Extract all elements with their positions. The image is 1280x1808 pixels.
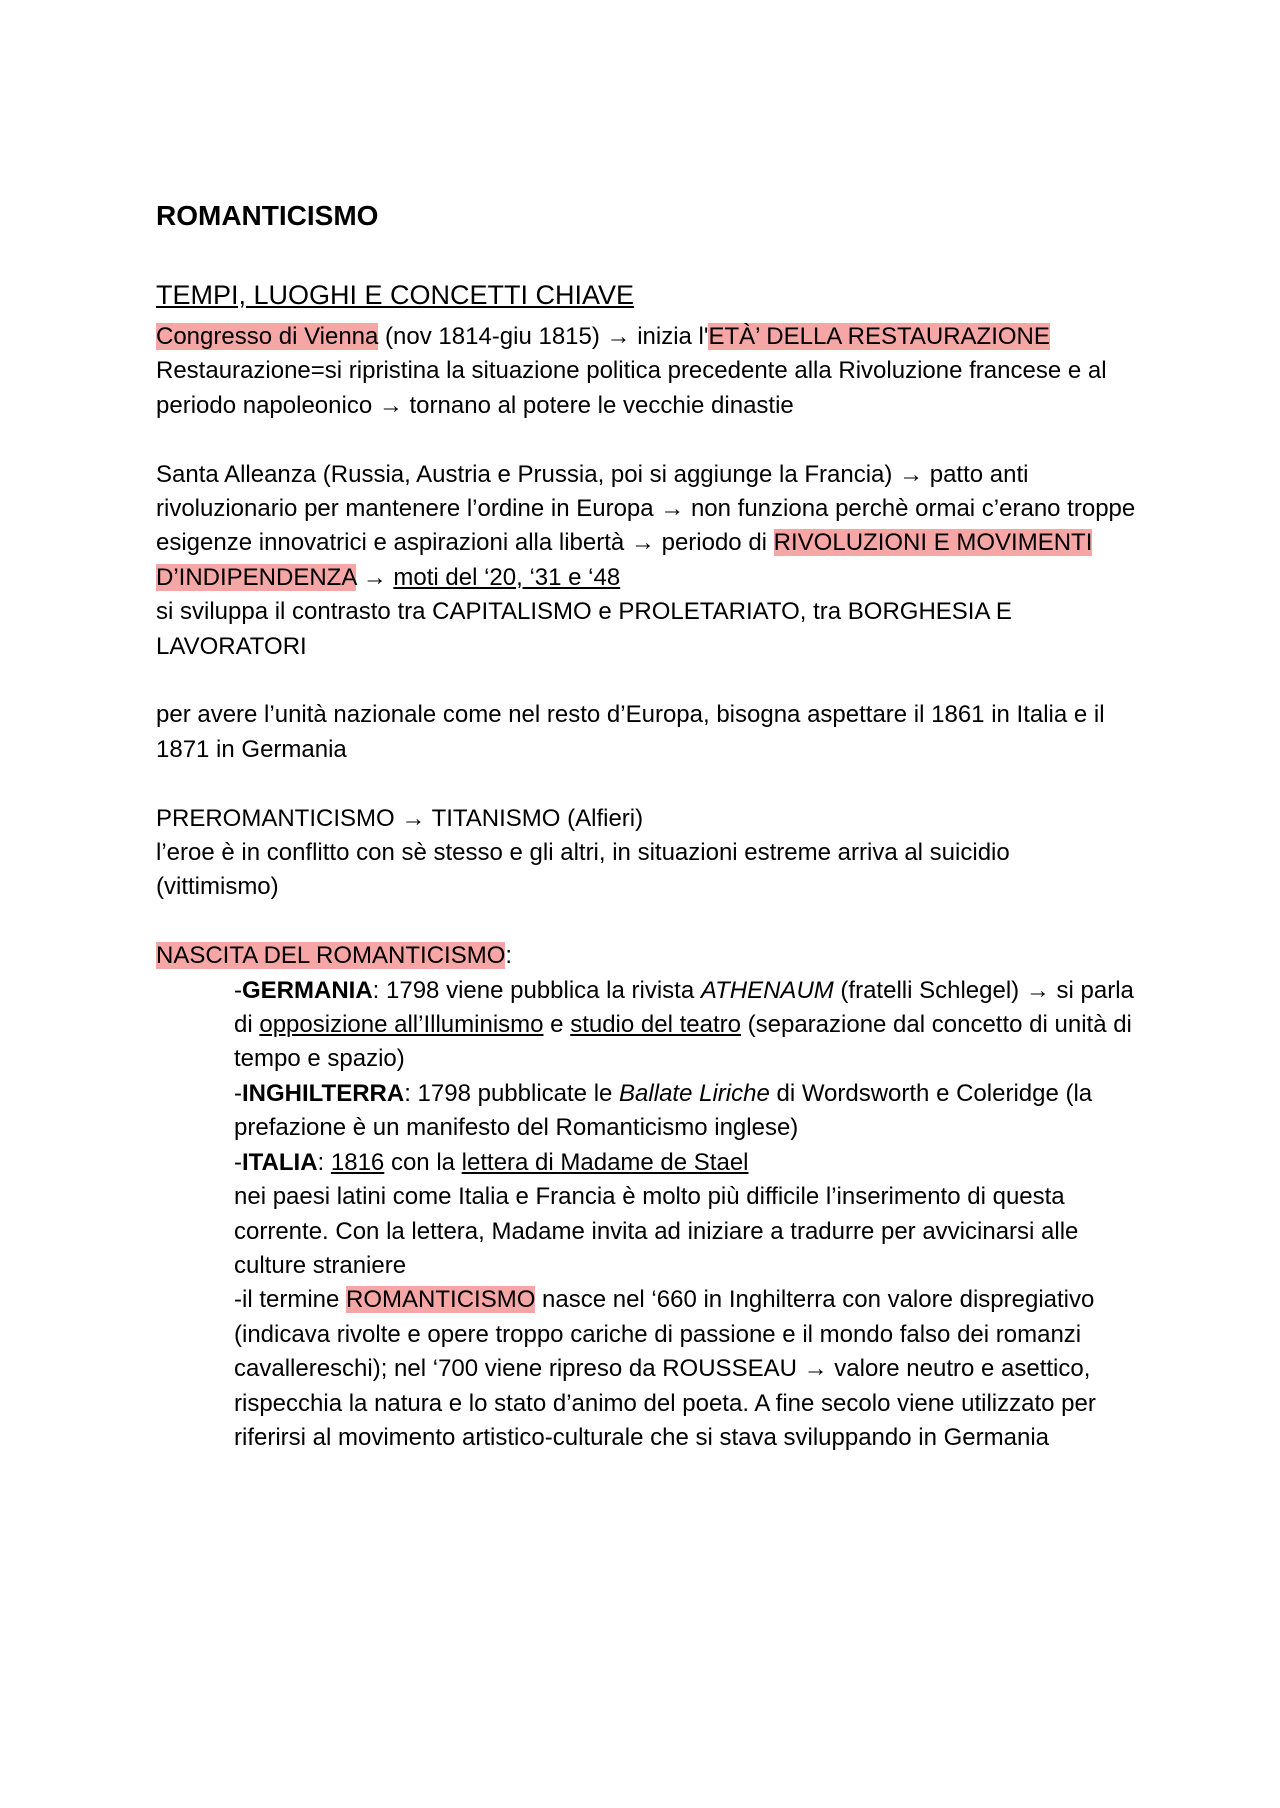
paragraph-preromanticismo: PREROMANTICISMO → TITANISMO (Alfieri) (156, 804, 644, 832)
italic-ballate: Ballate Liriche (619, 1079, 770, 1107)
highlight-romanticismo: ROMANTICISMO (346, 1286, 536, 1314)
text-e: e (543, 1011, 571, 1039)
underline-moti: moti del ‘20, ‘31 e ‘48 (393, 563, 621, 591)
spacer (156, 905, 1136, 939)
paragraph-paesi-latini: nei paesi latini come Italia e Francia è molto più difficile l’inserimento di questa corrente. Con la lettera, Madame invita ad iniziare a tradurre per avvicinarsi alle culture straniere (234, 1183, 1079, 1279)
text-termine-post: nasce nel ‘660 in Inghilterra con valore dispregiativo (indicava rivolte e opere troppo cariche di passione e il mondo falso dei romanzi cavallereschi); nel ‘700 viene ripreso da ROUSSEAU → valore neutro e asettico, rispecchia la natura e lo stato d’animo del poeta. A fine secolo viene utilizzato per riferirsi al movimento artistico-culturale che si stava sviluppando in Germania (234, 1286, 1096, 1451)
spacer (156, 423, 1136, 457)
item-termine (156, 1283, 1136, 1455)
document-title: ROMANTICISMO (156, 200, 379, 231)
text-arrow: → (356, 563, 394, 591)
text-inghilterra-1: : 1798 pubblicate le (404, 1079, 620, 1107)
underline-teatro: studio del teatro (570, 1011, 741, 1039)
dash: - (234, 1148, 242, 1176)
italic-athenaum: ATHENAUM (700, 976, 834, 1004)
section-heading: TEMPI, LUOGHI E CONCETTI CHIAVE (156, 280, 635, 310)
highlight-rivoluzioni: RIVOLUZIONI E MOVIMENTI D’INDIPENDENZA (156, 529, 1093, 591)
paragraph-congresso (156, 320, 1136, 354)
text-alleanza: Santa Alleanza (Russia, Austria e Prussia, poi si aggiunge la Francia) → patto anti rivoluzionario per mantenere l’ordine in Europa → non funziona perchè ormai c’erano troppe esigenze innovatrici e aspirazioni alla libertà → periodo di (156, 460, 1136, 557)
underline-1816: 1816 (330, 1148, 385, 1176)
text-termine-pre: -il termine (234, 1286, 347, 1314)
text-inghilterra-2: di Wordsworth e Coleridge (la prefazione è un manifesto del Romanticismo inglese) (234, 1079, 1093, 1142)
text-date: (nov 1814-giu 1815) → inizia l' (378, 323, 709, 350)
underline-opposizione: opposizione all’Illuminismo (259, 1011, 544, 1039)
document-content (156, 198, 1136, 1455)
paragraph-contrasto: si sviluppa il contrasto tra CAPITALISMO e PROLETARIATO, tra BORGHESIA E LAVORATORI (156, 598, 1012, 660)
spacer (156, 664, 1136, 698)
text-colon: : (317, 1148, 331, 1176)
item-italia (156, 1146, 1136, 1180)
label-germania: GERMANIA (242, 976, 373, 1004)
underline-lettera: lettera di Madame de Stael (461, 1148, 749, 1176)
text-germania-1: : 1798 viene pubblica la rivista (372, 976, 701, 1004)
paragraph-restaurazione: Restaurazione=si ripristina la situazione politica precedente alla Rivoluzione francese e al periodo napoleonico → tornano al potere le vecchie dinastie (156, 357, 1107, 419)
text-germania-2: (fratelli Schlegel) → si parla di (234, 976, 1134, 1039)
text-colon: : (505, 942, 513, 970)
highlight-congresso: Congresso di Vienna (156, 323, 379, 350)
paragraph-nascita (156, 939, 1136, 973)
item-germania (156, 974, 1136, 1077)
highlight-eta: ETÀ’ DELLA RESTAURAZIONE (708, 323, 1050, 350)
highlight-nascita: NASCITA DEL ROMANTICISMO (156, 942, 506, 970)
paragraph-alleanza (156, 458, 1136, 596)
label-italia: ITALIA (242, 1148, 318, 1176)
paragraph-unita: per avere l’unità nazionale come nel resto d’Europa, bisogna aspettare il 1861 in Italia e il 1871 in Germania (156, 701, 1105, 763)
dash: - (234, 1079, 242, 1107)
text-con-la: con la (384, 1148, 462, 1176)
label-inghilterra: INGHILTERRA (242, 1079, 405, 1107)
dash: - (234, 976, 242, 1004)
item-inghilterra (156, 1077, 1136, 1146)
spacer (156, 767, 1136, 801)
paragraph-eroe: l’eroe è in conflitto con sè stesso e gli altri, in situazioni estreme arriva al suicidio (vittimismo) (156, 839, 1010, 901)
text-germania-3: (separazione dal concetto di unità di tempo e spazio) (234, 1011, 1132, 1073)
